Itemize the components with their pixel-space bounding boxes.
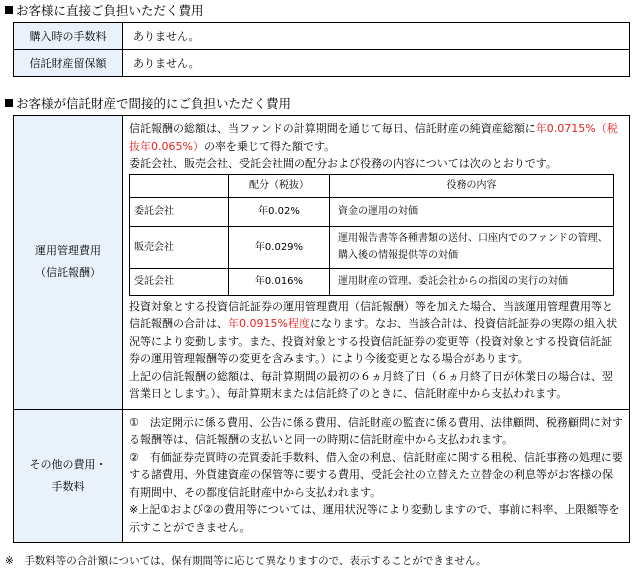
trust-reserve-value: ありません。	[123, 50, 630, 77]
total-rate-highlight: 年0.0915%程度	[228, 317, 310, 330]
table-row	[14, 50, 630, 77]
other-fees-label: その他の費用・ 手数料	[14, 409, 123, 543]
table-row: 販売会社 年0.029% 運用報告書等各種書類の送付、口座内でのファンドの管理、購入後の情報提供等の対価	[130, 226, 614, 268]
table-row	[14, 23, 630, 50]
section1-title: お客様に直接ご負担いただく費用	[5, 3, 204, 19]
footnote: ※ 手数料等の合計額については、保有期間等に応じて異なりますので、表示することができません。	[5, 555, 487, 567]
header-allocation: 配分（税抜）	[229, 174, 330, 197]
fee-allocation-table	[129, 174, 614, 296]
mgmt-fee-after: 投資対象とする投資信託証券の運用管理費用（信託報酬）等を加えた場合、当該運用管理費用等と信託報酬の合計は、年0.0915%程度になります。なお、当該合計は、投資信託証券の実際の組入状況等により変動します。また、投資対象とする投資信託証券の変更等（投資対象とする投資信託証券の運用管理報酬等の変更を含みます。）により今後変更となる場合があります。	[129, 299, 618, 365]
other-fees-p2: ② 有価証券売買時の売買委託手数料、借入金の利息、信託財産に関する租税、信託事務の処理に要する諸費用、外貨建資産の保管等に要する費用、受託会社の立替えた立替金の利息等がお客様の保有期間中、その都度信託財産中から支払われます。	[129, 450, 623, 499]
mgmt-fee-content	[123, 116, 630, 410]
mgmt-fee-label: 運用管理費用 （信託報酬）	[14, 116, 123, 410]
table-header-row	[130, 174, 614, 197]
table-row	[14, 116, 630, 410]
fee-rate-highlight: 年0.0715%（税抜年0.065%）	[129, 122, 618, 153]
other-fees-p1: ① 法定開示に係る費用、公告に係る費用、信託財産の監査に係る費用、法律顧問、税務顧問に対する報酬等は、信託報酬の支払いと同一の時期に信託財産中から支払われます。	[129, 415, 623, 446]
mgmt-fee-intro: 信託報酬の総額は、当ファンドの計算期間を通じて毎日、信託財産の純資産総額に年0.0715%（税抜年0.065%）の率を乗じて得た額です。	[129, 122, 618, 153]
direct-fees-table	[13, 22, 630, 77]
trust-reserve-label: 信託財産留保額	[14, 50, 123, 77]
indirect-fees-table	[13, 115, 630, 543]
section2-title: お客様が信託財産で間接的にご負担いただく費用	[5, 96, 291, 112]
table-row: 受託会社 年0.016% 運用財産の管理、委託会社からの指図の実行の対価	[130, 268, 614, 295]
header-service: 役務の内容	[330, 174, 614, 197]
mgmt-fee-intro2: 委託会社、販売会社、受託会社間の配分および役務の内容については次のとおりです。	[129, 157, 557, 170]
purchase-fee-value: ありません。	[123, 23, 630, 50]
table-row	[14, 409, 630, 543]
purchase-fee-label: 購入時の手数料	[14, 23, 123, 50]
mgmt-fee-payment-timing: 上記の信託報酬の総額は、毎計算期間の最初の６ヵ月終了日（６ヵ月終了日が休業日の場合は、翌営業日とします。）、毎計算期末または信託終了のときに、信託財産中から支払われます。	[129, 369, 613, 400]
square-bullet-icon	[5, 99, 13, 107]
table-row: 委託会社 年0.02% 資金の運用の対価	[130, 197, 614, 226]
other-fees-p3: ※上記①および②の費用等については、運用状況等により変動しますので、事前に料率、上限額等を示すことができません。	[129, 503, 620, 534]
square-bullet-icon	[5, 6, 13, 14]
other-fees-content	[123, 409, 630, 543]
